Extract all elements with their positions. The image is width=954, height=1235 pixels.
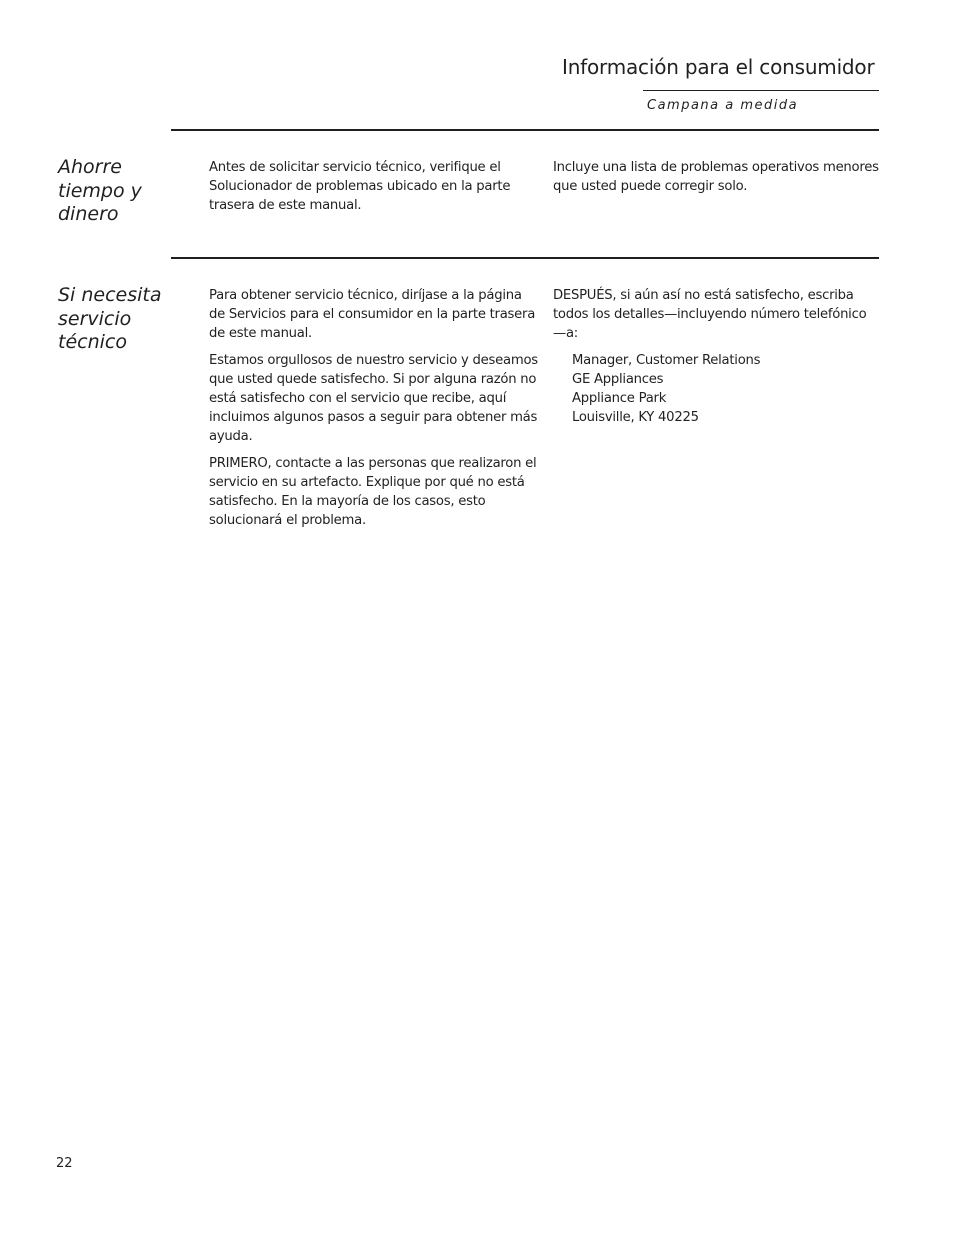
address-line: Appliance Park [572,391,667,406]
mailing-address [553,351,868,427]
paragraph: PRIMERO, contacte a las personas que realizaron el servicio en su artefacto. Explique por qué no está satisfecho. En la mayoría de los casos, esto solucionará el problema. [209,456,537,528]
section-heading-ahorre: Ahorre tiempo y dinero [58,156,142,225]
page-subtitle: Campana a medida [647,98,799,113]
header-divider [643,90,879,91]
section-ahorre-right-column [553,158,883,204]
paragraph: Antes de solicitar servicio técnico, verifique el Solucionador de problemas ubicado en la parte trasera de este manual. [209,160,511,213]
section-servicio-right-column [553,286,868,427]
address-line: GE Appliances [572,372,664,387]
address-line: Manager, Customer Relations [572,353,761,368]
section-divider [171,257,879,259]
section-servicio-left-column [209,286,539,538]
paragraph: DESPUÉS, si aún así no está satisfecho, escriba todos los detalles—incluyendo número telefónico—a: [553,288,867,341]
section-ahorre-left-column [209,158,539,223]
address-line: Louisville, KY 40225 [572,410,699,425]
paragraph: Incluye una lista de problemas operativos menores que usted puede corregir solo. [553,160,879,194]
page-title: Información para el consumidor [562,55,875,79]
paragraph: Estamos orgullosos de nuestro servicio y deseamos que usted quede satisfecho. Si por alguna razón no está satisfecho con el servicio que recibe, aquí incluimos algunos pasos a seguir para obtener más ayuda. [209,353,538,444]
section-heading-servicio: Si necesita servicio técnico [58,284,162,353]
section-divider [171,129,879,131]
page-number: 22 [56,1156,73,1171]
paragraph: Para obtener servicio técnico, diríjase a la página de Servicios para el consumidor en la parte trasera de este manual. [209,288,536,341]
